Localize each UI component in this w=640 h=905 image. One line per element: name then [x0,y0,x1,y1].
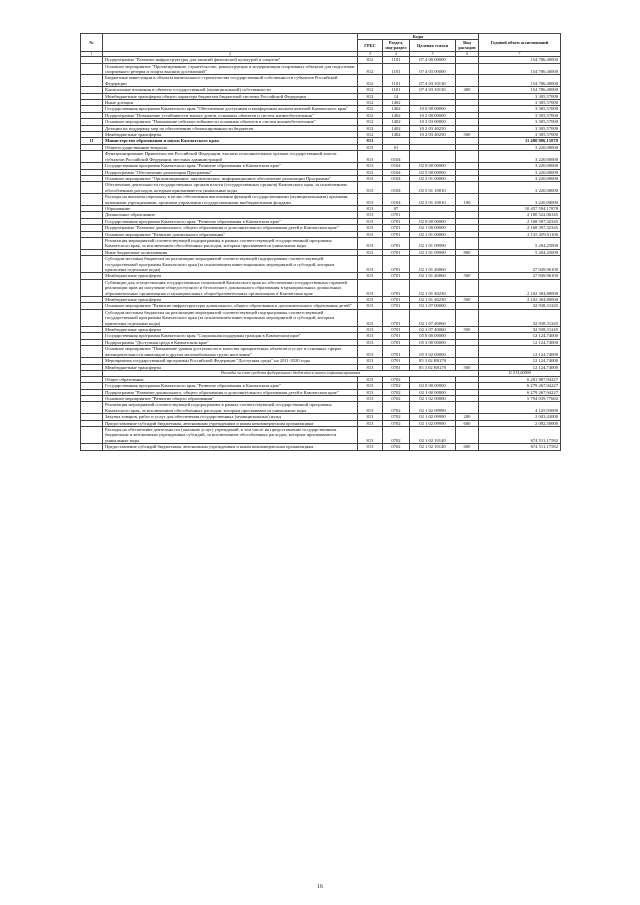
row-section: 0702 [383,426,410,443]
row-number [81,151,103,163]
row-number [81,279,103,296]
row-amount: 27 949,96100 [479,256,561,273]
row-section: 0701 [383,327,410,333]
row-name: Реализация мероприятий соответствующей подпрограммы в рамках соответствующей государственной программы Камчатского края, за исключением обособленных расходов, которым присваиваются уникальные коды [103,402,358,414]
row-target: 10 2 03 00000 [410,119,456,125]
row-section: 0702 [383,376,410,382]
row-target: 02 1 01 00000 [410,231,456,237]
row-target: 02 1 00 00000 [410,389,456,395]
row-amount: 2 102 304,80000 [479,279,561,296]
row-amount: 2 082,50000 [479,420,561,426]
row-grbs: 813 [358,389,383,395]
row-number [81,346,103,358]
row-amount: 11 515,60000 [479,370,561,376]
row-amount: 3 220,00000 [479,144,561,150]
row-target: 02 1 01 09990 [410,249,456,255]
row-amount: 12 124,74000 [479,364,561,370]
budget-table-page [80,33,560,451]
row-section: 0701 [383,212,410,218]
row-section: 0701 [383,297,410,303]
row-name: Основное мероприятие "Развитие общего образования" [103,395,358,401]
row-grbs: 813 [358,376,383,382]
row-amount: 2 168 397,32345 [479,218,561,224]
row-grbs: 812 [358,106,383,112]
row-section: 0702 [383,383,410,389]
row-name: Государственная программа Камчатского края "Развитие образования в Камчатском крае" [103,218,358,224]
row-grbs: 812 [358,100,383,106]
row-section: 1402 [383,112,410,118]
row-name: Субсидии местным бюджетам на реализацию мероприятий соответствующей подпрограммы соответствующей государственной программы Камчатского края (за исключением инвестиционных мероприятий и субсидий, которым присвоены отдельные коды) [103,256,358,273]
table-row [81,256,561,273]
row-target: 07 4 03 10130 [410,87,456,93]
table-header [81,34,561,57]
row-amount: 2 168 397,32345 [479,225,561,231]
row-amount: 5 794 039,77682 [479,395,561,401]
row-grbs: 813 [358,333,383,339]
row-number [81,256,103,273]
row-amount: 2 043,43000 [479,414,561,420]
row-section: 1101 [383,57,410,63]
row-name: Бюджетные инвестиции в объекты капитального строительства государственной собственности субъектов Российской Федерации [103,75,358,87]
row-section: 0701 [383,358,410,364]
row-type: 600 [456,444,479,450]
row-section: 1402 [383,106,410,112]
row-amount: 674 511,17582 [479,426,561,443]
row-amount: 3 220,00000 [479,194,561,206]
row-target: 02 1 01 40230 [410,279,456,296]
row-amount: 3 305,57000 [479,93,561,99]
row-section: 0701 [383,346,410,358]
row-target: 07 4 03 10130 [410,75,456,87]
row-name: Дошкольное образование [103,212,358,218]
row-amount: 3 305,57000 [479,100,561,106]
row-target: 02 1 02 09990 [410,414,456,420]
row-grbs: 813 [358,163,383,169]
row-name: Межбюджетные трансферты [103,364,358,370]
table-row [81,237,561,249]
row-target: 02 1 01 40230 [410,297,456,303]
row-amount: 11 480 886,15878 [479,138,561,144]
row-grbs: 813 [358,182,383,194]
row-target: 05 0 00 00000 [410,333,456,339]
row-target: 02 1 07 00000 [410,303,456,309]
row-type [456,426,479,443]
row-grbs: 813 [358,169,383,175]
row-amount: 5 204,25000 [479,237,561,249]
page-number: 16 [317,884,323,890]
row-section: 0701 [383,249,410,255]
row-name: Подпрограмма "Развитие инфраструктуры для занятий физической культурой и спортом" [103,57,358,63]
row-type: 500 [456,273,479,279]
row-name: Закупка товаров, работ и услуг для обеспечения государственных (муниципальных) нужд [103,414,358,420]
row-target: 02 1 02 09990 [410,420,456,426]
row-name: Государственная программа Камчатского края "Развитие образования в Камчатском крае" [103,383,358,389]
table-row [81,309,561,326]
row-section: 0701 [383,309,410,326]
row-name: Общегосударственные вопросы [103,144,358,150]
row-amount: 2 102 304,80000 [479,297,561,303]
row-grbs: 812 [358,125,383,131]
row-amount: 12 124,74000 [479,339,561,345]
row-grbs: 812 [358,75,383,87]
row-section: 0701 [383,273,410,279]
row-section: 0702 [383,414,410,420]
row-name: Дотации на поддержку мер по обеспечению сбалансированности бюджетов [103,125,358,131]
row-grbs: 812 [358,57,383,63]
row-section: 0701 [383,279,410,296]
row-section: 1402 [383,125,410,131]
row-name: Реализация мероприятий соответствующей подпрограммы в рамках соответствующей государственной программы Камчатского края, за исключением обособленных расходов, которым присваиваются уникальные коды [103,237,358,249]
row-type [456,63,479,75]
row-amount: 5 204,25000 [479,249,561,255]
row-name: Субсидии местным бюджетам на реализацию мероприятий соответствующей подпрограммы соответствующей государственной программы Камчатского края (за исключением инвестиционных мероприятий и субсидий, которым присвоены отдельные коды) [103,309,358,326]
row-name: Основное мероприятие "Повышение уровня доступности и качества приоритетных объектов и услуг в основных сферах жизнедеятельности инвалидов и других маломобильных групп населения" [103,346,358,358]
row-section: 0701 [383,339,410,345]
row-amount: 12 124,74000 [479,333,561,339]
row-name: Функционирование Правительства Российской Федерации, высших исполнительных органов государственной власти субъектов Российской Федерации, местных администраций [103,151,358,163]
row-grbs: 813 [358,364,383,370]
row-target: 05 3 02 R0270 [410,364,456,370]
row-name: Межбюджетные трансферты [103,297,358,303]
row-number [81,75,103,87]
row-grbs: 813 [358,395,383,401]
row-name: Субвенции для осуществления государственных полномочий Камчатского края по обеспечению государственных гарантий реализации прав на получение общедоступного и бесплатного дошкольного образования в муниципальных дошкольных образовательных организациях и муниципальных общеобразовательных организациях в Камчатском крае [103,279,358,296]
row-grbs: 813 [358,327,383,333]
row-grbs: 813 [358,249,383,255]
row-type [456,309,479,326]
row-section: 0701 [383,256,410,273]
row-name: Предоставление субсидий бюджетным, автономным учреждениям и иным некоммерческим организациям [103,420,358,426]
table-row [81,194,561,206]
row-name: Обеспечение деятельности государственных органов власти (государственных органов) Камчатского края, за исключением обособленных расходов, которым присваиваются уникальные коды [103,182,358,194]
row-name: Подпрограмма "Повышение устойчивости жилых домов, основных объектов и систем жизнеобеспечения" [103,112,358,118]
row-name: Мероприятия государственной программы Российской Федерации "Доступная среда" на 2011-2020 годы [103,358,358,364]
row-name: Иные дотации [103,100,358,106]
row-name: Предоставление субсидий бюджетным, автономным учреждениям и иным некоммерческим организациям [103,444,358,450]
row-grbs: 813 [358,237,383,249]
table-row [81,279,561,296]
row-name: Образование [103,205,358,211]
row-section: 1402 [383,119,410,125]
row-target: 05 3 02 00000 [410,346,456,358]
row-type: 100 [456,194,479,206]
index-cell: 4 [383,51,410,57]
row-type [456,75,479,87]
row-grbs: 813 [358,358,383,364]
row-amount: 3 220,00000 [479,169,561,175]
row-section: 0104 [383,151,410,163]
header-target: Целевая статья [410,40,456,51]
row-section: 1101 [383,87,410,93]
row-type [456,256,479,273]
row-target: 02 1 02 10140 [410,426,456,443]
row-amount: 154 786,40000 [479,87,561,93]
table-row [81,346,561,358]
table-body [81,57,561,450]
row-grbs: 813 [358,218,383,224]
row-section: 0701 [383,333,410,339]
row-type [456,346,479,358]
row-target: 02 5 01 00000 [410,175,456,181]
row-amount: 12 124,74000 [479,346,561,358]
row-amount: 2 180 522,06345 [479,212,561,218]
row-target: 10 0 00 00000 [410,106,456,112]
row-section: 0702 [383,444,410,450]
row-target [410,151,456,163]
row-name: Межбюджетные трансферты [103,273,358,279]
row-type [456,151,479,163]
row-amount: 3 305,57000 [479,119,561,125]
row-target: 02 0 00 00000 [410,163,456,169]
row-target: 02 5 00 00000 [410,169,456,175]
row-grbs: 813 [358,273,383,279]
budget-table [80,33,561,451]
row-name: Межбюджетные трансферты общего характера бюджетам бюджетной системы Российской Федерации [103,93,358,99]
row-grbs: 813 [358,151,383,163]
row-name: Основное мероприятие "Проектирование, строительство, реконструкция и модернизация спортивных объектов для подготовки спортивного резерва и спорта высших достижений" [103,63,358,75]
row-name: Государственная программа Камчатского края "Социальная поддержка граждан в Камчатском крае" [103,333,358,339]
row-grbs: 813 [358,420,383,426]
row-grbs: 813 [358,444,383,450]
row-type: 500 [456,364,479,370]
header-section: Раздел, под-раздел [383,40,410,51]
row-grbs: 813 [358,225,383,231]
row-grbs: 812 [358,93,383,99]
row-section: 07 [383,205,410,211]
row-grbs: 813 [358,138,383,144]
table-row [81,151,561,163]
row-name: Общее образование [103,376,358,382]
row-amount: 4 125,93000 [479,402,561,414]
row-target: 10 2 03 40250 [410,132,456,138]
row-target: 05 3 02 R0270 [410,358,456,364]
row-grbs: 813 [358,175,383,181]
row-section: 0701 [383,237,410,249]
header-name [103,34,358,52]
row-number [81,182,103,194]
row-section: 0104 [383,194,410,206]
row-name: Государственная программа Камчатского края "Развитие образования в Камчатском крае" [103,163,358,169]
row-type [456,237,479,249]
row-target: 02 1 01 40060 [410,273,456,279]
row-name: Основное мероприятие "Развитие дошкольного образования" [103,231,358,237]
row-target: 07 4 00 00000 [410,57,456,63]
row-section: 1402 [383,132,410,138]
row-type: 500 [456,132,479,138]
row-section: 0701 [383,218,410,224]
row-type: 500 [456,297,479,303]
row-grbs: 813 [358,256,383,273]
header-codes: Коды [358,34,479,40]
row-section: 1101 [383,63,410,75]
index-cell: 5 [410,51,456,57]
row-amount: 154 786,40000 [479,57,561,63]
row-amount: 12 124,74000 [479,358,561,364]
row-amount: 3 305,57000 [479,132,561,138]
row-target: 02 1 01 09990 [410,237,456,249]
row-section: 0104 [383,169,410,175]
row-amount: 6 279 267,94227 [479,383,561,389]
row-type [456,182,479,194]
row-name: Основное мероприятие "Развитие инфраструктуры дошкольного, общего образования и дополнительного образования детей" [103,303,358,309]
row-grbs: 813 [358,346,383,358]
row-number [81,444,103,450]
row-name: Подпрограмма "Обеспечение реализации Программы" [103,169,358,175]
row-type: 600 [456,420,479,426]
row-grbs: 813 [358,279,383,296]
row-target: 02 1 00 00000 [410,225,456,231]
row-grbs: 813 [358,231,383,237]
row-amount: 674 511,17582 [479,444,561,450]
header-grbs: ГРБС [358,40,383,51]
row-type: 500 [456,327,479,333]
table-row [81,426,561,443]
row-name: Подпрограмма "Доступная среда в Камчатском крае" [103,339,358,345]
row-target: 05 3 00 00000 [410,339,456,345]
row-name: Иные бюджетные ассигнования [103,249,358,255]
row-grbs: 813 [358,309,383,326]
row-amount: 32 938,31245 [479,303,561,309]
row-name: Межбюджетные трансферты [103,132,358,138]
row-amount: 10 457 594,17878 [479,205,561,211]
row-note: Расходы за счет средств федерального бюджета в части софинансирования [103,370,479,376]
row-section: 0702 [383,420,410,426]
table-row [81,75,561,87]
row-name: Министерство образования и науки Камчатского края [103,138,358,144]
row-type [456,279,479,296]
row-grbs: 813 [358,205,383,211]
row-amount: 3 305,57000 [479,106,561,112]
row-section: 0701 [383,225,410,231]
index-cell: 3 [358,51,383,57]
row-amount: 3 220,00000 [479,163,561,169]
row-section: 14 [383,93,410,99]
row-target: 02 1 07 40060 [410,309,456,326]
row-target: 02 1 01 40060 [410,256,456,273]
row-name: Подпрограмма "Развитие дошкольного, общего образования и дополнительного образования детей в Камчатском крае" [103,225,358,231]
header-amount: Годовой объем ассигнований [479,34,561,52]
row-type: 400 [456,87,479,93]
row-name: Межбюджетные трансферты [103,327,358,333]
index-cell: 2 [103,51,358,57]
row-number: 11 [81,138,103,144]
row-target: 02 1 02 00000 [410,395,456,401]
row-amount: 2 135 459,01100 [479,231,561,237]
index-cell: 1 [81,51,103,57]
row-section: 01 [383,144,410,150]
row-target: 02 0 00 00000 [410,218,456,224]
row-grbs: 813 [358,402,383,414]
row-name: Основное мероприятие "Повышение сейсмоустойчивости основных объектов и систем жизнеобеспечения" [103,119,358,125]
row-grbs: 813 [358,212,383,218]
header-type: Вид расходов [456,40,479,51]
row-target: 10 2 00 00000 [410,112,456,118]
row-grbs: 813 [358,339,383,345]
row-amount: 27 949,96100 [479,273,561,279]
row-type: 200 [456,414,479,420]
index-cell: 6 [456,51,479,57]
row-grbs: 813 [358,297,383,303]
table-row [81,444,561,450]
row-grbs: 812 [358,132,383,138]
table-row [81,182,561,194]
row-number [81,63,103,75]
row-number [81,194,103,206]
row-grbs: 813 [358,303,383,309]
row-grbs: 812 [358,87,383,93]
row-number [81,309,103,326]
header-no: № [81,34,103,52]
row-amount: 6 281 887,94227 [479,376,561,382]
row-target: 02 5 01 10010 [410,194,456,206]
row-target: 02 1 07 40060 [410,327,456,333]
row-target: 02 0 00 00000 [410,383,456,389]
row-number [81,426,103,443]
table-row [81,402,561,414]
row-section: 1402 [383,100,410,106]
row-amount: 6 279 267,94227 [479,389,561,395]
row-amount: 32 938,31245 [479,309,561,326]
row-target: 07 4 03 00000 [410,63,456,75]
row-grbs: 812 [358,119,383,125]
row-name: Капитальные вложения в объекты государственной (муниципальной) собственности [103,87,358,93]
row-grbs: 812 [358,112,383,118]
row-name: Расходы на обеспечение деятельности (оказание услуг) учреждений, в том числе на предоставление государственным бюджетным и автономным учреждениям субсидий, за исключением обособленных расходов, которым присваиваются уникальные коды [103,426,358,443]
row-section: 0701 [383,231,410,237]
row-section: 0104 [383,175,410,181]
row-section: 0104 [383,163,410,169]
row-type: 800 [456,249,479,255]
row-grbs: 813 [358,414,383,420]
row-section: 0701 [383,364,410,370]
row-grbs: 813 [358,144,383,150]
table-row [81,63,561,75]
row-amount: 154 786,40000 [479,75,561,87]
row-amount: 3 220,00000 [479,151,561,163]
row-grbs: 813 [358,383,383,389]
row-grbs: 813 [358,194,383,206]
row-amount: 154 786,40000 [479,63,561,75]
row-type [456,402,479,414]
row-number [81,402,103,414]
row-grbs: 812 [358,63,383,75]
row-name: Подпрограмма "Развитие дошкольного, общего образования и дополнительного образования детей в Камчатском крае" [103,389,358,395]
row-section: 1101 [383,75,410,87]
row-amount: 3 220,00000 [479,182,561,194]
row-amount: 32 938,31245 [479,327,561,333]
row-target: 02 1 02 10140 [410,444,456,450]
row-target: 02 5 01 10010 [410,182,456,194]
row-target: 02 1 02 09990 [410,402,456,414]
row-section: 0702 [383,395,410,401]
row-amount: 3 305,57000 [479,125,561,131]
row-target: 10 2 03 40250 [410,125,456,131]
index-cell: 7 [479,51,561,57]
row-section: 0702 [383,402,410,414]
row-section: 0701 [383,303,410,309]
row-section: 0104 [383,182,410,194]
row-name: Расходы на выплаты персоналу в целях обеспечения выполнения функций государственными (муниципальными) органами, казенными учреждениями, органами управления государственными внебюджетными фондами [103,194,358,206]
row-section: 0702 [383,389,410,395]
row-amount: 3 220,00000 [479,175,561,181]
row-name: Основное мероприятие "Организационное, аналитическое, информационное обеспечение реализации Программы" [103,175,358,181]
row-number [81,237,103,249]
row-grbs: 813 [358,426,383,443]
row-amount: 3 305,57000 [479,112,561,118]
row-name: Государственная программа Камчатского края "Обеспечение доступным и комфортным жильем жителей Камчатского края" [103,106,358,112]
